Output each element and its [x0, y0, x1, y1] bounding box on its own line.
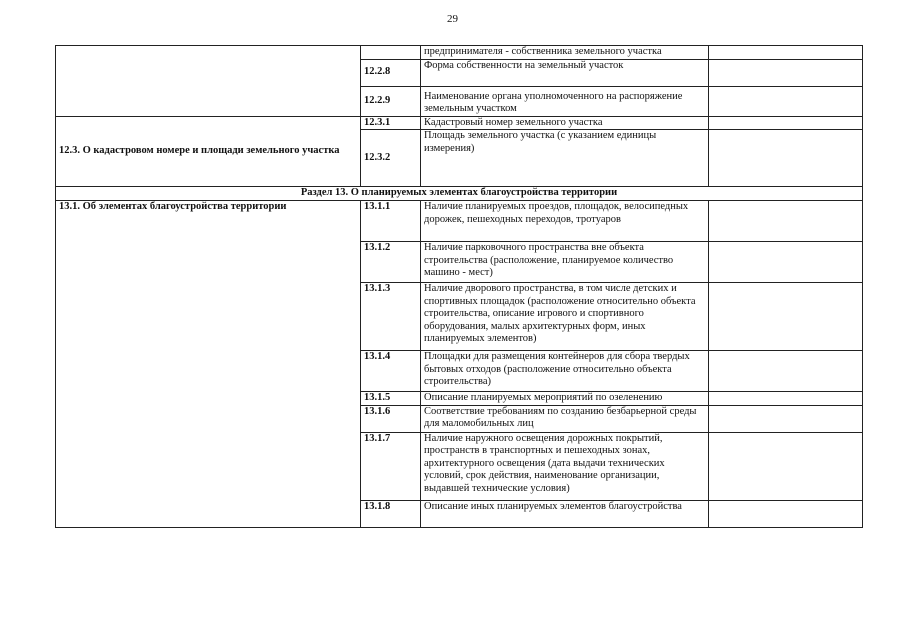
declaration-table	[55, 45, 863, 528]
value-cell	[709, 432, 863, 500]
row-text: Наличие дворового пространства, в том числе детских и спортивных площадок (расположение относительно объекта строительства, описание игрового и спортивного оборудования, малых архитектурных форм, иных планируемых элементов)	[421, 283, 709, 351]
table-row	[56, 116, 863, 130]
value-cell	[709, 283, 863, 351]
value-cell	[709, 392, 863, 406]
table-row	[56, 201, 863, 242]
group-title: 13.1. Об элементах благоустройства территории	[56, 201, 361, 528]
value-cell	[709, 201, 863, 242]
row-code	[361, 46, 421, 60]
value-cell	[709, 500, 863, 527]
row-code: 13.1.7	[361, 432, 421, 500]
row-code: 12.2.9	[361, 86, 421, 116]
row-text: Площадь земельного участка (с указанием единицы измерения)	[421, 130, 709, 187]
row-text: Наименование органа уполномоченного на распоряжение земельным участком	[421, 86, 709, 116]
row-code: 12.3.2	[361, 130, 421, 187]
row-text: Кадастровый номер земельного участка	[421, 116, 709, 130]
row-text: Описание иных планируемых элементов благоустройства	[421, 500, 709, 527]
section-row	[56, 187, 863, 201]
group-title: 12.3. О кадастровом номере и площади земельного участка	[56, 116, 361, 187]
section-title: Раздел 13. О планируемых элементах благоустройства территории	[56, 187, 863, 201]
group-title-cell	[56, 46, 361, 117]
row-text: Площадки для размещения контейнеров для сбора твердых бытовых отходов (расположение относительно объекта строительства)	[421, 351, 709, 392]
value-cell	[709, 130, 863, 187]
row-code: 12.3.1	[361, 116, 421, 130]
value-cell	[709, 86, 863, 116]
row-text: Наличие парковочного пространства вне объекта строительства (расположение, планируемое количество машино - мест)	[421, 242, 709, 283]
row-code: 13.1.8	[361, 500, 421, 527]
row-code: 13.1.4	[361, 351, 421, 392]
row-code: 13.1.1	[361, 201, 421, 242]
row-text: Наличие наружного освещения дорожных покрытий, пространств в транспортных и пешеходных зонах, архитектурного освещения (дата выдачи технических условий, срок действия, наименование организации, выдавшей технические условия)	[421, 432, 709, 500]
row-code: 13.1.2	[361, 242, 421, 283]
table-row	[56, 46, 863, 60]
row-code: 13.1.3	[361, 283, 421, 351]
row-text: Описание планируемых мероприятий по озеленению	[421, 392, 709, 406]
row-text: Форма собственности на земельный участок	[421, 59, 709, 86]
value-cell	[709, 351, 863, 392]
value-cell	[709, 405, 863, 432]
value-cell	[709, 116, 863, 130]
row-text: Соответствие требованиям по созданию безбарьерной среды для маломобильных лиц	[421, 405, 709, 432]
row-text: предпринимателя - собственника земельного участка	[421, 46, 709, 60]
value-cell	[709, 59, 863, 86]
row-code: 13.1.6	[361, 405, 421, 432]
value-cell	[709, 46, 863, 60]
row-code: 12.2.8	[361, 59, 421, 86]
row-text: Наличие планируемых проездов, площадок, велосипедных дорожек, пешеходных переходов, тротуаров	[421, 201, 709, 242]
row-code: 13.1.5	[361, 392, 421, 406]
page-number: 29	[447, 13, 458, 25]
value-cell	[709, 242, 863, 283]
